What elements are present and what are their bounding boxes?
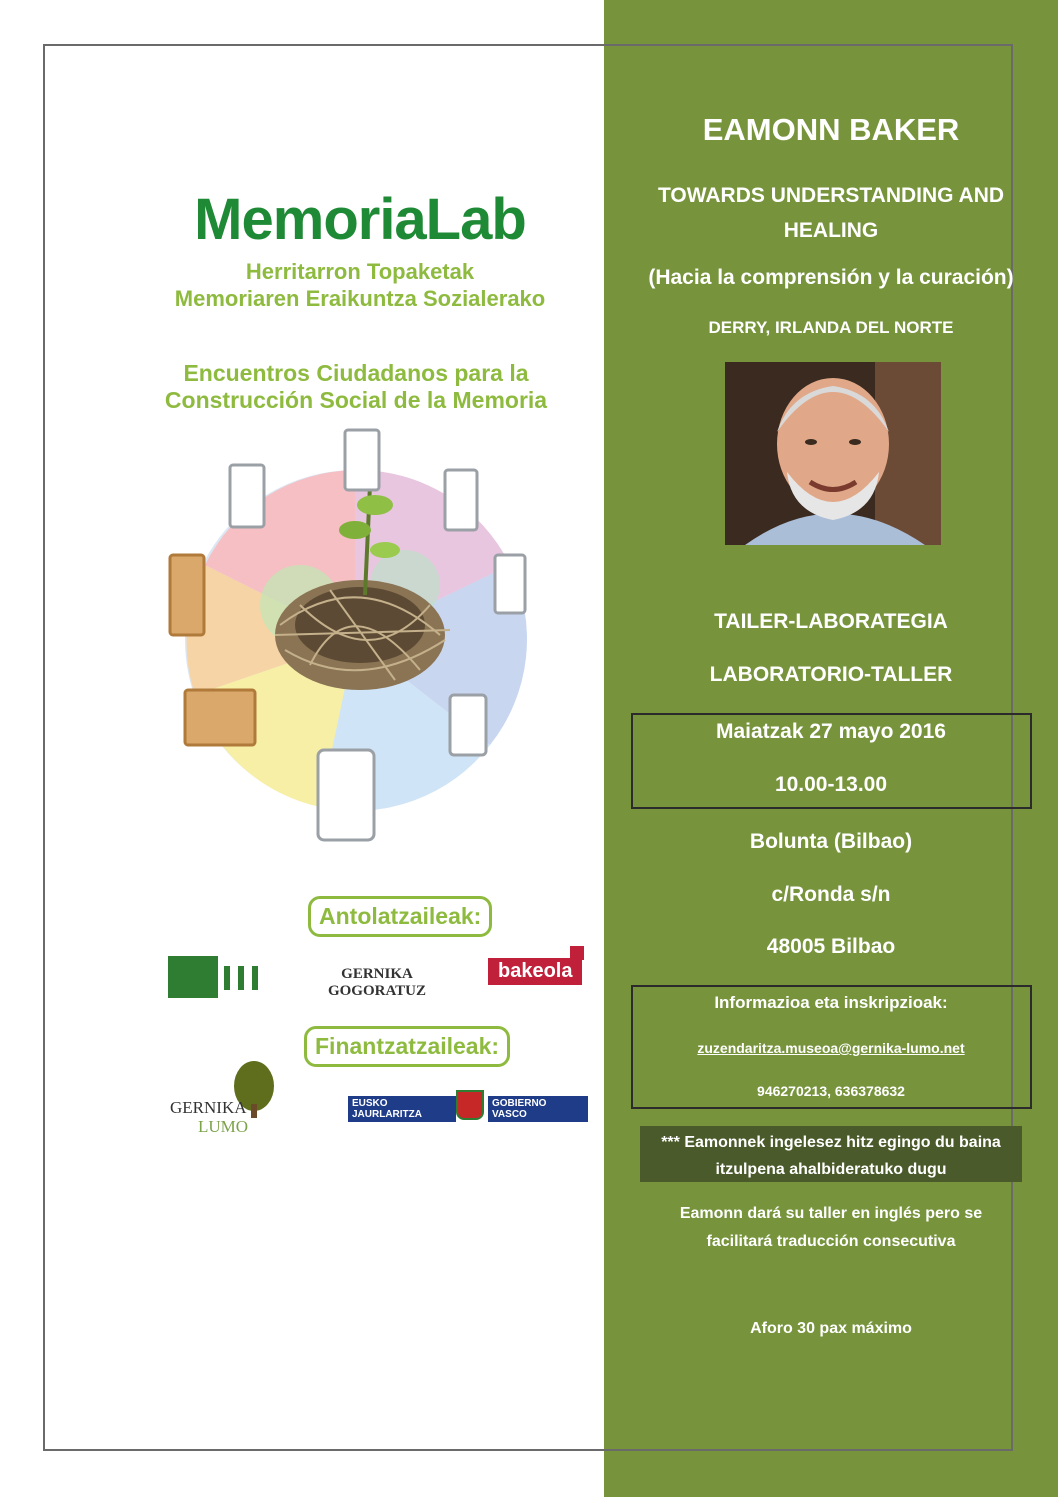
speaker-photo (725, 362, 941, 545)
gernika-lumo-logo (170, 1098, 248, 1136)
talk-title (604, 178, 1058, 248)
gernika-lumo-line-2: LUMO (198, 1117, 249, 1136)
event-time: 10.00-13.00 (774, 773, 888, 796)
subtitle-es-line-2: Construcción Social de la Memoria (164, 387, 548, 413)
eusko-jaurlaritza-text: EUSKO JAURLARITZA (348, 1096, 456, 1122)
gernika-gogoratuz-logo: GERNIKA GOGORATUZ (327, 966, 427, 999)
translation-note-spanish (604, 1200, 1058, 1256)
gernika-lumo-line-1: GERNIKA (170, 1098, 247, 1117)
gobierno-vasco-text: GOBIERNO VASCO (488, 1096, 588, 1122)
artium-logo (168, 948, 260, 998)
subtitle-eu-line-2: Memoriaren Eraikuntza Sozialerako (174, 286, 546, 311)
info-label: Informazioa eta inskripzioak: (714, 993, 948, 1012)
chairs-circle-illustration (160, 425, 560, 855)
subtitle-basque (130, 258, 590, 312)
subtitle-spanish (126, 360, 586, 414)
talk-title-line-2: HEALING (783, 219, 879, 242)
venue-postcode: 48005 Bilbao (766, 935, 896, 958)
bakeola-logo (488, 958, 582, 985)
subtitle-eu-line-1: Herritarron Topaketak (245, 259, 475, 284)
email-link-wrapper (604, 1040, 1058, 1056)
translation-note-basque (640, 1129, 1022, 1183)
format-spanish: LABORATORIO-TALLER (709, 663, 953, 686)
email-link[interactable]: zuzendaritza.museoa@gernika-lumo.net (697, 1040, 965, 1056)
memorialab-logo: MemoriaLab (194, 187, 526, 252)
funders-label: Finantzatzaileak: (304, 1026, 510, 1067)
note-eu-line-2: itzulpena ahalbideratuko dugu (715, 1161, 947, 1178)
capacity-note: Aforo 30 pax máximo (750, 1320, 912, 1337)
note-es-line-2: facilitará traducción consecutiva (706, 1233, 956, 1250)
coat-of-arms-icon (456, 1090, 484, 1120)
phone-numbers: 946270213, 636378632 (757, 1083, 905, 1099)
format-basque: TAILER-LABORATEGIA (714, 610, 948, 633)
talk-title-line-1: TOWARDS UNDERSTANDING AND (657, 184, 1005, 207)
organizers-label: Antolatzaileak: (308, 896, 492, 937)
note-eu-line-1: *** Eamonnek ingelesez hitz egingo du baina (661, 1134, 1001, 1151)
bakeola-text: bakeola (488, 958, 582, 985)
event-date: Maiatzak 27 mayo 2016 (716, 720, 946, 743)
speaker-origin: DERRY, IRLANDA DEL NORTE (708, 318, 954, 337)
subtitle-es-line-1: Encuentros Ciudadanos para la (183, 360, 529, 386)
gobierno-vasco-logo (348, 1090, 584, 1118)
speaker-name: EAMONN BAKER (702, 112, 960, 147)
note-es-line-1: Eamonn dará su taller en inglés pero se (679, 1205, 983, 1222)
venue-street: c/Ronda s/n (771, 883, 891, 906)
talk-title-spanish: (Hacia la comprensión y la curación) (648, 266, 1014, 289)
bakeola-mark (570, 946, 584, 960)
venue-name: Bolunta (Bilbao) (749, 830, 913, 853)
